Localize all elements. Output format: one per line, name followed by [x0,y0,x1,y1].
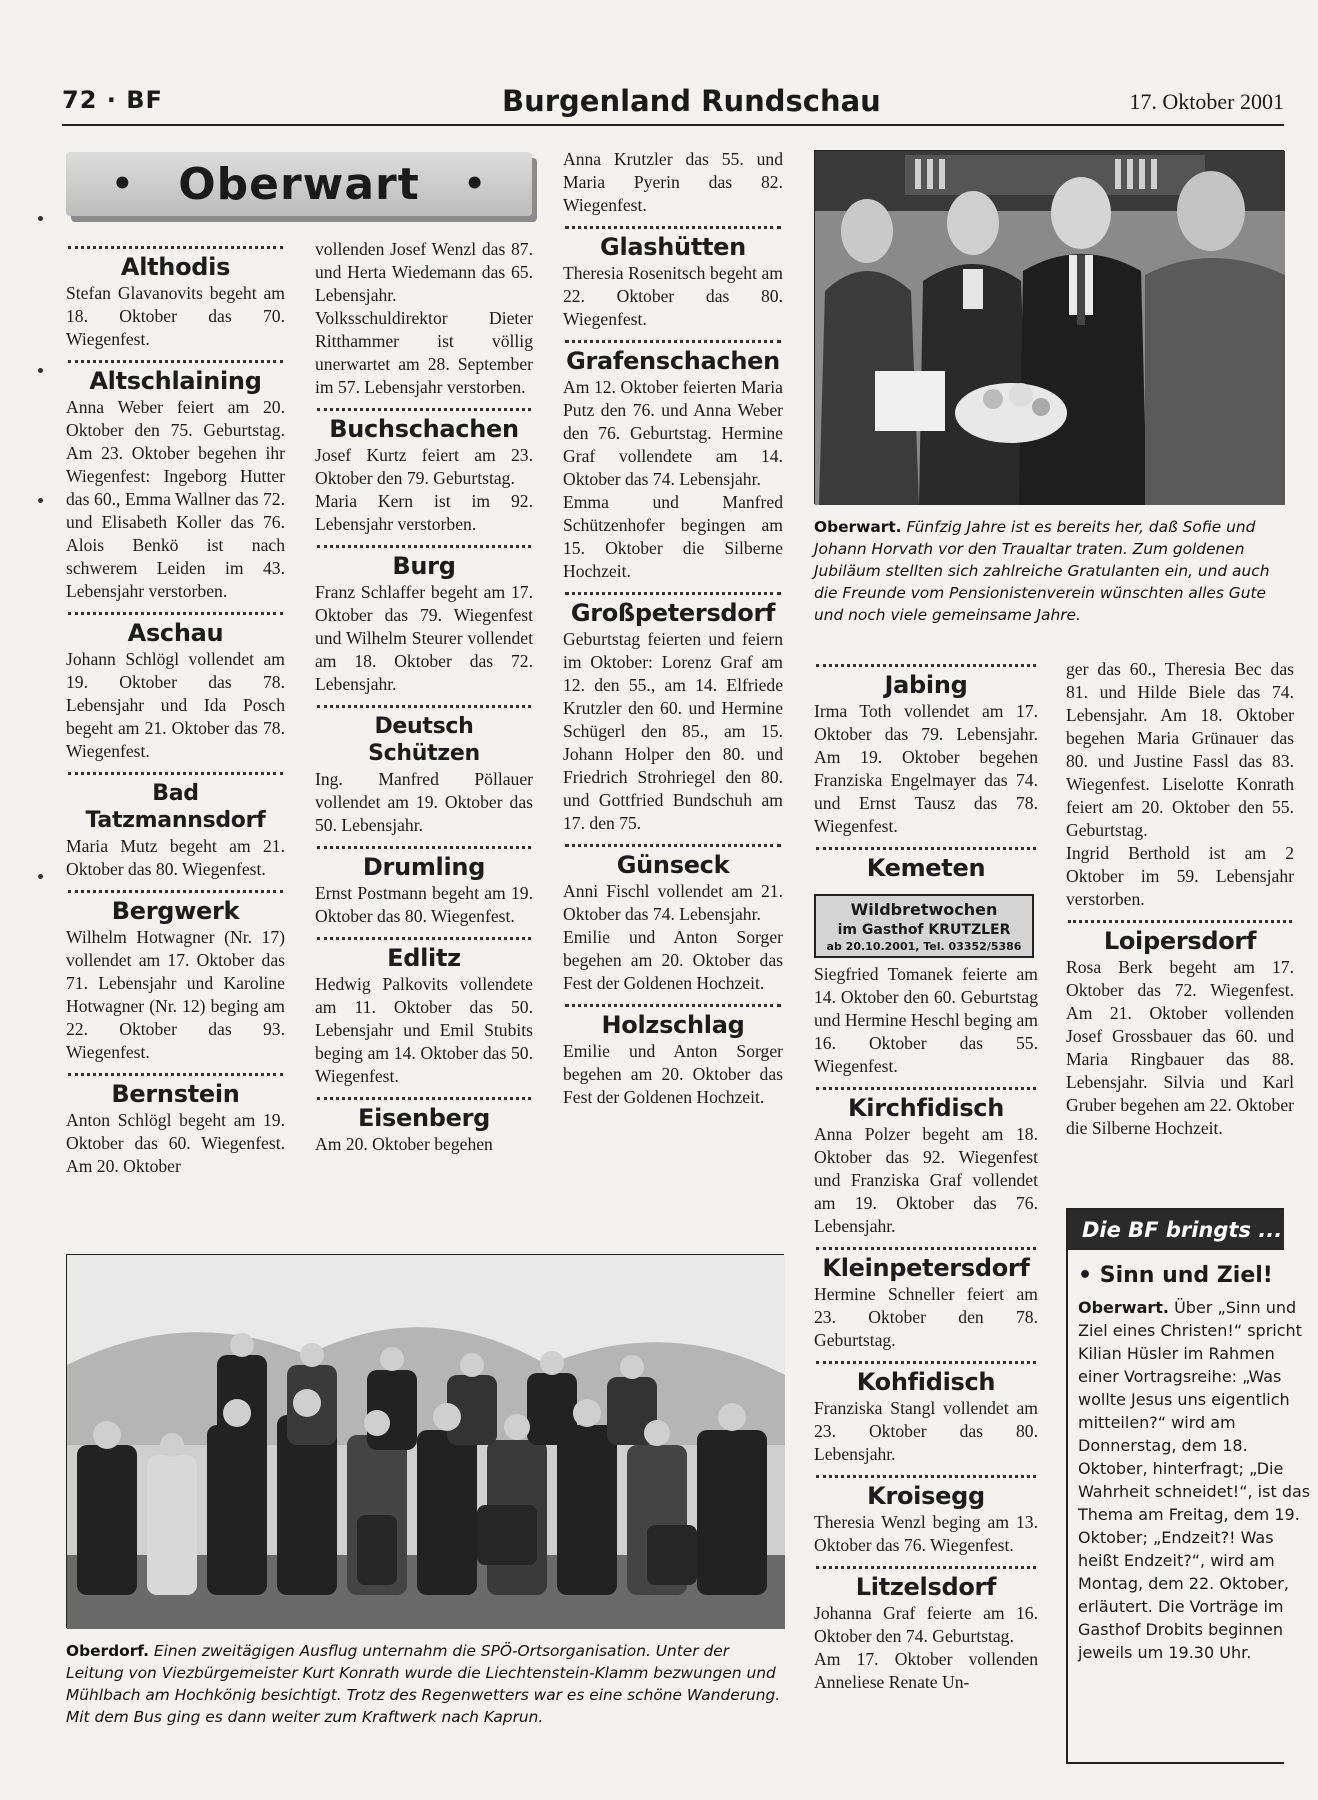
town-text: Ing. Manfred Pöllauer vollendet am 19. Oktober das 50. Lebensjahr. [315,769,533,835]
announcement-box-title: Die BF bringts ... [1068,1210,1284,1250]
dotted-divider [317,408,531,411]
column-4 [814,664,1038,1694]
announcement-box [1066,1208,1311,1764]
announcement-place: Oberwart. [1078,1298,1169,1317]
town-text: Theresia Rosenitsch begeht am 22. Oktober das 80. Wiegenfest. [563,263,783,329]
town-text: Franz Schlaffer begeht am 17. Oktober das 79. Wiegenfest und Wilhelm Steurer vollendet am 18. Oktober das 72. Lebensjahr. [315,582,533,694]
town-heading: Loipersdorf [1103,927,1257,955]
town-heading: Bad Tatzmannsdorf [85,781,266,833]
town-text: Am 20. Oktober begehen [315,1134,493,1154]
caption-place: Oberwart. [814,518,902,536]
town-heading: Aschau [127,619,224,647]
town-text: Emilie und Anton Sorger begehen am 20. Oktober das Fest der Goldenen Hochzeit. [563,927,783,993]
column-3 [563,148,783,1109]
dotted-divider [317,846,531,849]
dotted-divider [565,1004,781,1007]
dotted-divider [68,360,283,363]
dotted-divider [565,844,781,847]
ad-headline: Wildbretwochen [850,900,998,919]
ad-details: ab 20.10.2001, Tel. 03352/5386 [826,940,1022,953]
town-text: Maria Kern ist im 92. Lebensjahr verstorben. [315,491,533,534]
town-heading: Altschlaining [89,367,262,395]
continued-text: ger das 60., Theresia Bec das 81. und Hilde Biele das 74. Lebensjahr. Am 18. Oktober begehen Maria Grünauer das 80. und Justine Fassl das 83. Wiegenfest. Liselotte Konrath feiert am 20. Oktober den 55. Geburtstag. [1066,659,1294,840]
caption-place: Oberdorf. [66,1642,150,1660]
dotted-divider [317,1097,531,1100]
town-heading: Litzelsdorf [855,1573,997,1601]
margin-mark [38,216,43,221]
town-text: Theresia Wenzl beging am 13. Oktober das 76. Wiegenfest. [814,1512,1038,1555]
town-heading: Edlitz [387,944,461,972]
photo-golden-wedding [814,150,1284,504]
town-heading: Jabing [884,671,968,699]
column-2 [315,238,533,1156]
town-heading: Kemeten [866,854,986,882]
section-title: Oberwart [178,158,420,210]
town-text: Stefan Glavanovits begeht am 18. Oktober das 70. Wiegenfest. [66,283,285,349]
town-text: Wilhelm Hotwagner (Nr. 17) vollendet am 17. Oktober das 71. Lebensjahr und Karoline Hotwagner (Nr. 12) beging am 22. Oktober das 93. Wiegenfest. [66,927,285,1062]
town-text: Emma und Manfred Schützenhofer begingen am 15. Oktober die Silberne Hochzeit. [563,492,783,581]
announcement-headline: • Sinn und Ziel! [1078,1263,1273,1288]
town-heading: Kleinpetersdorf [822,1254,1030,1282]
town-text: Josef Kurtz feiert am 23. Oktober den 79. Geburtstag. [315,445,533,488]
dotted-divider [1068,920,1292,923]
page-number: 72 · BF [62,86,163,114]
photo-caption-group [66,1640,784,1728]
town-text: Am 12. Oktober feierten Maria Putz den 76. und Anna Weber den 76. Geburtstag. Hermine Graf vollendete am 14. Oktober das 74. Lebensjahr. [563,377,783,489]
town-heading: Burg [392,552,456,580]
newspaper-title: Burgenland Rundschau [502,84,881,118]
dotted-divider [816,1087,1036,1090]
town-heading: Bernstein [111,1080,240,1108]
town-heading: Althodis [120,253,231,281]
ad-venue: im Gasthof KRUTZLER [837,922,1011,938]
town-text: Siegfried Tomanek feierte am 14. Oktober den 60. Geburtstag und Hermine Heschl beging am 16. Oktober das 55. Wiegenfest. [814,964,1038,1076]
town-text: Maria Mutz begeht am 21. Oktober das 80. Wiegenfest. [66,836,285,879]
town-heading: Buchschachen [329,415,519,443]
town-text: Anna Polzer begeht am 18. Oktober das 92. Wiegenfest und Franziska Graf vollendet am 19. Oktober das 76. Lebensjahr. [814,1124,1038,1236]
dotted-divider [816,1361,1036,1364]
town-text: Hedwig Palkovits vollendete am 11. Oktober das 50. Lebensjahr und Emil Stubits beging am 14. Oktober das 50. Wiegenfest. [315,974,533,1086]
town-heading: Glashütten [600,233,746,261]
dotted-divider [68,890,283,893]
dotted-divider [816,664,1036,667]
dotted-divider [565,340,781,343]
announcement-text: Über „Sinn und Ziel eines Christen!“ spricht Kilian Hüsler im Rahmen einer Vortragsreihe: „Was wollte Jesus uns eigentlich mitteilen?“ wird am Donnerstag, dem 18. Oktober, hinterfragt; „Die Wahrheit schneidet!“, ist das Thema am Freitag, dem 19. Oktober; „Endzeit?! Was heißt Endzeit?“, wird am Montag, dem 22. Oktober, erläutert. Die Vorträge im Gasthof Drobits beginnen jeweils um 19.30 Uhr. [1078,1298,1311,1662]
photo-caption-golden-wedding [814,516,1284,626]
continued-text: vollenden Josef Wenzl das 87. und Herta Wiedemann das 65. Lebensjahr. Volksschuldirektor Dieter Ritthammer ist völlig unerwartet am 28. September im 57. Lebensjahr verstorben. [315,239,533,397]
town-text: Geburtstag feierten und feiern im Oktober: Lorenz Graf am 12. den 55., am 14. Elfriede Krutzler den 60. und Hermine Schügerl den 85., am 15. Johann Holper den 80. und Friedrich Strohriegel den 80. und Gottfried Bundschuh am 17. den 75. [563,629,783,833]
margin-mark [38,498,43,503]
margin-mark [38,874,43,879]
dotted-divider [68,612,283,615]
column-1 [66,246,285,1178]
caption-text: Fünfzig Jahre ist es bereits her, daß Sofie und Johann Horvath vor den Traualtar traten. Zum goldenen Jubiläum stellten sich zahlreiche Gratulanten ein, und auch die Freunde vom Pensionistenverein wünschten alles Gute und noch viele gemeinsame Jahre. [814,518,1270,624]
town-text: Emilie und Anton Sorger begehen am 20. Oktober das Fest der Goldenen Hochzeit. [563,1041,783,1107]
photo-image [67,1255,785,1629]
dotted-divider [816,1475,1036,1478]
header-rule [62,124,1284,126]
dotted-divider [565,226,781,229]
dotted-divider [68,1073,283,1076]
photo-group-excursion [66,1254,784,1628]
town-text: Anni Fischl vollendet am 21. Oktober das 74. Lebensjahr. [563,881,783,924]
town-heading: Grafenschachen [566,347,780,375]
town-heading: Holzschlag [601,1011,745,1039]
dotted-divider [816,847,1036,850]
caption-text: Einen zweitägigen Ausflug unternahm die SPÖ-Ortsorganisation. Unter der Leitung von Viezbürgemeister Kurt Konrath wurde die Liechtenstein-Klamm bezwungen und Mühlbach am Hochkönig besichtigt. Trotz des Regenwetters war es eine schöne Wanderung. Mit dem Bus ging es dann weiter zum Kraftwerk nach Kaprun. [66,1642,781,1726]
town-heading: Günseck [616,851,730,879]
dotted-divider [816,1247,1036,1250]
town-heading: Deutsch Schützen [368,714,480,766]
town-text: Johann Schlögl vollendet am 19. Oktober das 78. Lebensjahr und Ida Posch begeht am 21. Oktober das 78. Wiegenfest. [66,649,285,761]
town-text: Rosa Berk begeht am 17. Oktober das 72. Wiegenfest. Am 21. Oktober vollenden Josef Grossbauer das 60. und Maria Ringbauer das 88. Lebensjahr. Silvia und Karl Gruber begehen am 22. Oktober die Silberne Hochzeit. [1066,957,1294,1138]
section-banner [66,152,532,216]
bullet-icon: • [463,164,487,204]
issue-date: 17. Oktober 2001 [1129,89,1284,114]
town-text: Hermine Schneller feiert am 23. Oktober den 78. Geburtstag. [814,1284,1038,1350]
town-heading: Bergwerk [111,897,240,925]
dotted-divider [68,772,283,775]
margin-mark [38,368,43,373]
dotted-divider [317,545,531,548]
continued-text: Anna Krutzler das 55. und Maria Pyerin das 82. Wiegenfest. [563,149,783,215]
town-text: Anna Weber feiert am 20. Oktober den 75. Geburtstag. Am 23. Oktober begehen ihr Wiegenfest: Ingeborg Hutter das 60., Emma Wallner das 72. und Elisabeth Koller das 76. Alois Benkö ist nach schwerem Leiden im 43. Lebensjahr verstorben. [66,397,285,601]
column-5 [1066,658,1294,1140]
dotted-divider [317,937,531,940]
town-heading: Drumling [362,853,486,881]
announcement-body [1068,1296,1318,1664]
town-heading: Großpetersdorf [570,599,776,627]
dotted-divider [68,246,283,249]
advertisement-box [814,894,1034,958]
town-heading: Eisenberg [357,1104,491,1132]
dotted-divider [816,1566,1036,1569]
town-heading: Kohfidisch [856,1368,996,1396]
continued-text: Ingrid Berthold ist am 2 Oktober im 59. Lebensjahr verstorben. [1066,843,1294,909]
bullet-icon: • [111,164,135,204]
photo-image [815,151,1285,505]
town-text: Am 17. Oktober vollenden Anneliese Renate Un- [814,1649,1038,1692]
town-heading: Kirchfidisch [847,1094,1005,1122]
dotted-divider [317,705,531,708]
town-text: Franziska Stangl vollendet am 23. Oktober das 80. Lebensjahr. [814,1398,1038,1464]
dotted-divider [565,592,781,595]
town-text: Ernst Postmann begeht am 19. Oktober das 80. Wiegenfest. [315,883,533,926]
page-header [62,84,1284,124]
town-text: Irma Toth vollendet am 17. Oktober das 79. Lebensjahr. Am 19. Oktober begehen Franziska Engelmayer das 74. und Ernst Tausz das 78. Wiegenfest. [814,701,1038,836]
town-heading: Kroisegg [867,1482,985,1510]
town-text: Johanna Graf feierte am 16. Oktober den 74. Geburtstag. [814,1603,1038,1646]
town-text: Anton Schlögl begeht am 19. Oktober das 60. Wiegenfest. Am 20. Oktober [66,1110,285,1176]
